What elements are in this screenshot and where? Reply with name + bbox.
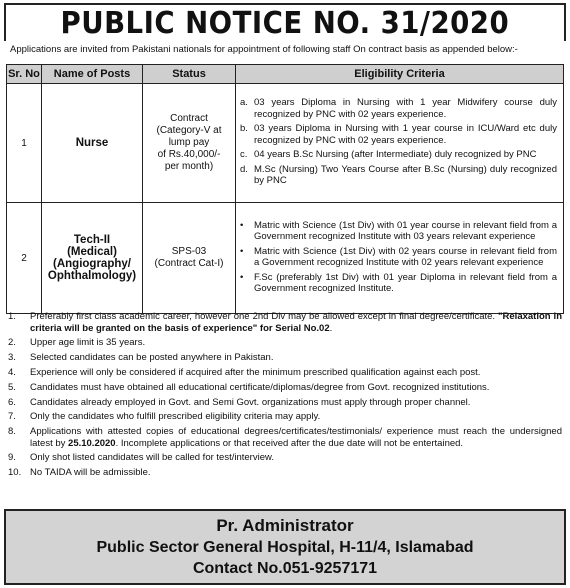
col-eligibility-criteria: Eligibility Criteria [236, 65, 564, 84]
sr-no-cell: 2 [7, 203, 42, 314]
item-text: Matric with Science (1st Div) with 02 years course in relevant field from a Government recognized Institute with 02 years relevant experience [254, 245, 557, 268]
criteria-cell [236, 203, 564, 314]
post-name-cell [42, 84, 143, 203]
contact-footer [4, 509, 566, 585]
intro-text: Applications are invited from Pakistani nationals for appointment of following staff On contract basis as appended below:- [10, 44, 518, 55]
table-row [7, 84, 564, 203]
status-line: of Rs.40,000/- [157, 149, 221, 160]
item-text: M.Sc (Nursing) Two Years Course after B.Sc (Nursing) duly recognized by PNC [254, 163, 557, 187]
item-text: Matric with Science (1st Div) with 01 year course in relevant field from a Government recognized Institute with 03 years relevant experience [254, 219, 557, 242]
criteria-cell [236, 84, 564, 203]
status-line: SPS-03 [171, 246, 207, 257]
list-item [240, 272, 557, 295]
contact-number: Contact No.051-9257171 [192, 560, 378, 577]
condition-number: 2. [8, 337, 16, 349]
list-item [240, 164, 557, 187]
item-marker: b. [240, 123, 248, 135]
item-marker: d. [240, 163, 248, 175]
col-status: Status [143, 65, 236, 84]
condition-text-part: Preferably first class academic career, however one 2nd Div may be allowed except in final degree/certificate. [30, 311, 496, 322]
bullet-icon: • [240, 271, 244, 283]
conditions-list [6, 311, 562, 482]
status-line: (Contract Cat-I) [154, 258, 224, 269]
status-cell [143, 84, 236, 203]
item-text: F.Sc (preferably 1st Div) with 01 year Diploma in relevant field from a Government recognized Institute. [254, 271, 557, 294]
condition-number: 4. [8, 366, 16, 378]
list-item [240, 246, 557, 269]
condition-number: 3. [8, 352, 16, 364]
post-name-line: Nurse [75, 137, 109, 149]
condition-text: Candidates must have obtained all educational certificate/diplomas/degree from Govt. recognized institutions. [30, 381, 490, 393]
post-name-line: Ophthalmology) [47, 270, 137, 282]
condition-item [6, 367, 562, 379]
item-text: 03 years Diploma in Nursing with 1 year course in ICU/Ward etc duly recognized by PNC with 02 years experience. [254, 123, 557, 146]
condition-item [6, 426, 562, 449]
item-marker: a. [240, 97, 248, 109]
condition-text: Upper age limit is 35 years. [30, 337, 146, 349]
bullet-icon: • [240, 245, 244, 257]
condition-text [30, 426, 562, 449]
organization-address: Public Sector General Hospital, H-11/4, Islamabad [96, 539, 474, 556]
table-row [7, 203, 564, 314]
posts-table [6, 64, 564, 314]
status-line: per month) [164, 161, 214, 172]
deadline-date: 25.10.2020 [68, 437, 116, 449]
condition-number: 9. [8, 452, 16, 464]
condition-number: 6. [8, 396, 16, 408]
condition-text-end: . [329, 322, 333, 334]
bullet-icon: • [240, 219, 244, 231]
col-name-of-posts: Name of Posts [42, 65, 143, 84]
col-sr-no: Sr. No [7, 65, 42, 84]
status-cell [143, 203, 236, 314]
criteria-list [240, 220, 557, 295]
condition-text-part: Applications with attested copies of educational degrees/certificates/testimonials/ experience must reach the undersigned latest by [30, 426, 562, 449]
list-item [240, 97, 557, 120]
condition-text [30, 311, 562, 334]
condition-item [6, 352, 562, 364]
condition-item [6, 411, 562, 423]
post-name-line: (Medical) [67, 246, 117, 258]
condition-text: No TAIDA will be admissible. [30, 467, 151, 479]
sr-no-cell: 1 [7, 84, 42, 203]
condition-text: Only the candidates who fulfill prescribed eligibility criteria may apply. [30, 411, 321, 423]
post-name-cell [42, 203, 143, 314]
status-line: (Category-V at [156, 125, 222, 136]
signatory-title: Pr. Administrator [216, 516, 354, 535]
condition-item [6, 452, 562, 464]
notice-banner [4, 3, 566, 41]
condition-number: 5. [8, 381, 16, 393]
item-text: 04 years B.Sc Nursing (after Intermediate) duly recognized by PNC [254, 149, 537, 161]
condition-text: Candidates already employed in Govt. and Semi Govt. organizations must apply through proper channel. [30, 396, 471, 408]
item-text: 03 years Diploma in Nursing with 1 year Midwifery course duly recognized by PNC with 02 years experience. [254, 97, 557, 120]
condition-text: Selected candidates can be posted anywhere in Pakistan. [30, 352, 274, 364]
post-name-line: Tech-II [73, 234, 111, 246]
condition-number: 10. [8, 467, 22, 479]
notice-title: PUBLIC NOTICE NO. 31/2020 [60, 5, 510, 41]
criteria-list [240, 97, 557, 187]
condition-number: 1. [8, 311, 16, 322]
condition-number: 8. [8, 426, 16, 438]
list-item [240, 123, 557, 146]
post-name-line: (Angiography/ [53, 258, 131, 270]
table-header-row [7, 65, 564, 84]
status-line: Contract [170, 113, 208, 124]
condition-emphasis: "Relaxation in criteria will be granted on the basis of experience" for Serial No.02 [30, 311, 563, 334]
list-item [240, 149, 557, 161]
item-marker: c. [240, 149, 248, 161]
list-item [240, 220, 557, 243]
condition-text: Experience will only be considered if acquired after the minimum prescribed qualification against each post. [30, 366, 481, 378]
condition-number: 7. [8, 411, 16, 423]
condition-item [6, 311, 562, 334]
condition-item [6, 382, 562, 394]
condition-text-end: . Incomplete applications or that received after the due date will not be entertained. [115, 437, 464, 449]
condition-item [6, 467, 562, 479]
condition-item [6, 397, 562, 409]
condition-text: Only shot listed candidates will be called for test/interview. [30, 452, 274, 464]
condition-item [6, 337, 562, 349]
status-line: lump pay [168, 137, 210, 148]
